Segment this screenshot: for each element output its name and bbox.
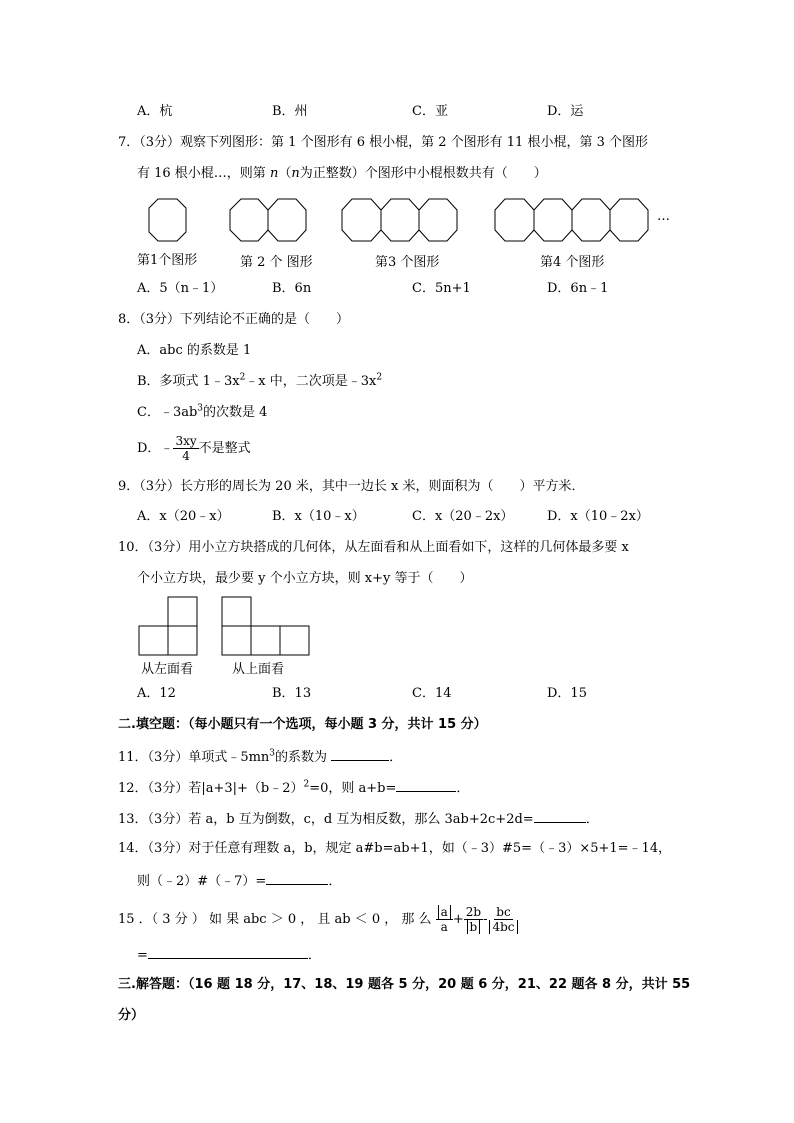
- q7-option-b: B．6n: [272, 281, 312, 296]
- q11: 11．（3分）单项式$﹣5mn^3$的系数为 ．: [118, 746, 402, 768]
- q15-line1: 15 ．（ 3 分 ） 如 果 abc ＞ 0 ， 且 ab ＜ 0 ， 那 么 $\frac{a}{a}$ + $\frac{2b}{b}$ - $\frac{bc}{4bc}$: [118, 904, 520, 936]
- fraction-2b-over-abs-b: $\frac{2b}{b}$: [465, 905, 482, 934]
- caption-fig3: 第3 个图形: [375, 255, 440, 270]
- q7-option-c: C．5n+1: [412, 281, 471, 296]
- q10-option-a: A．12: [137, 686, 176, 701]
- left-view-grid: [139, 597, 197, 655]
- q6-option-b: B．州: [272, 104, 308, 119]
- q8-option-b: B．多项式 $1﹣3x^2﹣x$ 中，二次项是$﹣3x^2$: [137, 372, 383, 389]
- hexagon-ellipsis: …: [657, 209, 670, 224]
- q14-line2: 则（﹣2）#（﹣7）= ．: [137, 870, 341, 892]
- caption-top-view: 从上面看: [232, 662, 285, 677]
- q14-line1: 14．（3分）对于任意有理数 a，b，规定 a#b=ab+1，如（﹣3）#5=（﹣3）×5+1=﹣14，: [118, 841, 672, 856]
- caption-fig2: 第 2 个 图形: [240, 255, 313, 270]
- q13-answer-blank: [534, 808, 586, 823]
- q11-answer-blank: [331, 746, 389, 761]
- q15-answer-blank: [148, 944, 308, 959]
- q9-option-d: D．x（10﹣2x）: [547, 509, 649, 524]
- q8-option-a: A．abc 的系数是 1: [137, 343, 252, 358]
- q15-line2: = ．: [137, 944, 321, 966]
- q9-option-a: A．x（20﹣x）: [137, 509, 230, 524]
- q14-answer-blank: [266, 870, 328, 885]
- fraction-bc-over-abs-4bc: $\frac{bc}{4bc}$: [487, 905, 519, 934]
- section3-heading-line2: 分）: [118, 1008, 145, 1023]
- top-view-grid: [222, 597, 309, 655]
- q7-option-d: D．6n﹣1: [547, 281, 609, 296]
- caption-fig1: 第1个图形: [137, 253, 198, 268]
- q8-option-d: D．﹣ $\frac{3xy}{4}$ 不是整式: [137, 434, 251, 463]
- q7-option-a: A．5（n﹣1）: [137, 281, 224, 296]
- q8-option-c: C．$﹣3ab^3$的次数是 4: [137, 403, 268, 420]
- q8-stem: 8．（3分）下列结论不正确的是（ ）: [118, 312, 350, 327]
- q13: 13．（3分）若 a，b 互为倒数，c，d 互为相反数，那么 3ab+2c+2d= ．: [118, 808, 599, 830]
- fraction-abs-a-over-a: $\frac{a}{a}$: [436, 905, 453, 934]
- section2-heading: 二.填空题：（每小题只有一个选项，每小题 3 分，共计 15 分）: [118, 717, 487, 732]
- q6-option-d: D．运: [547, 104, 584, 119]
- q7-stem-line1: 7．（3分）观察下列图形：第 1 个图形有 6 根小棍，第 2 个图形有 11 根小棍，第 3 个图形: [118, 135, 648, 150]
- q7-stem-line2: 有 16 根小棍…，则第 n（n为正整数）个图形中小棍根数共有（ ）: [137, 166, 547, 181]
- q10-option-d: D．15: [547, 686, 587, 701]
- q12-answer-blank: [396, 777, 456, 792]
- q6-option-c: C．亚: [412, 104, 448, 119]
- q9-option-b: B．x（10﹣x）: [272, 509, 365, 524]
- q10-option-b: B．13: [272, 686, 312, 701]
- q10-stem-line1: 10．（3分）用小立方块搭成的几何体，从左面看和从上面看如下，这样的几何体最多要 x: [118, 540, 629, 555]
- q12: 12．（3分）若|a+3|+（b﹣2）$^2$=0，则 a+b= ．: [118, 777, 469, 799]
- caption-left-view: 从左面看: [141, 662, 194, 677]
- q9-stem: 9．（3分）长方形的周长为 20 米，其中一边长 x 米，则面积为（ ）平方米．: [118, 479, 585, 494]
- q10-stem-line2: 个小立方块，最少要 y 个小立方块，则 x+y 等于（ ）: [137, 571, 473, 586]
- q6-option-a: A．杭: [137, 104, 173, 119]
- caption-fig4: 第4 个图形: [540, 255, 605, 270]
- q9-option-c: C．x（20﹣2x）: [412, 509, 514, 524]
- section3-heading-line1: 三.解答题：（16 题 18 分，17、18、19 题各 5 分，20 题 6 分，21、22 题各 8 分，共计 55: [118, 977, 691, 992]
- fraction-3xy-over-4: $\frac{3xy}{4}$: [175, 434, 197, 463]
- q10-option-c: C．14: [412, 686, 452, 701]
